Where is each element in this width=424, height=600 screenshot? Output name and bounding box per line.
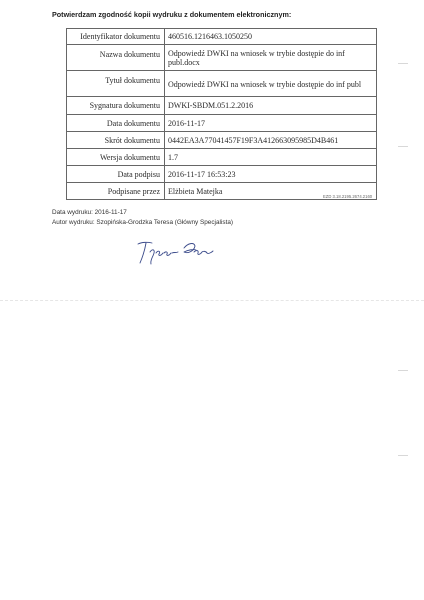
margin-mark: [398, 63, 408, 64]
print-author: Autor wydruku: Szopińska-Grodzka Teresa (Główny Specjalista): [52, 219, 234, 226]
row-label: Nazwa dokumentu: [67, 45, 165, 71]
row-label: Tytuł dokumentu: [67, 71, 165, 97]
row-label: Sygnatura dokumentu: [67, 97, 165, 115]
row-value: Odpowiedź DWKI na wniosek w trybie dostępie do inf publ: [165, 71, 377, 97]
table-row: [67, 166, 377, 183]
row-value: Odpowiedź DWKI na wniosek w trybie dostępie do inf publ.docx: [165, 45, 377, 71]
row-label: Wersja dokumentu: [67, 149, 165, 166]
row-value: 2016-11-17: [165, 115, 377, 132]
row-value: 0442EA3A77041457F19F3A412663095985D4B461: [165, 132, 377, 149]
row-value: 1.7: [165, 149, 377, 166]
margin-mark: [398, 370, 408, 371]
document-metadata-table: [66, 28, 377, 200]
table-row: [67, 132, 377, 149]
system-code: EZD 3.18.2195.2674.2160: [323, 194, 373, 199]
row-label: Skrót dokumentu: [67, 132, 165, 149]
row-value: 460516.1216463.1050250: [165, 29, 377, 45]
print-date: Data wydruku: 2016-11-17: [52, 209, 127, 216]
row-label: Data dokumentu: [67, 115, 165, 132]
table-row: [67, 115, 377, 132]
table-row: [67, 29, 377, 45]
row-value: 2016-11-17 16:53:23: [165, 166, 377, 183]
table-row: [67, 45, 377, 71]
row-value: Elżbieta Matejka: [165, 183, 377, 200]
row-label: Podpisane przez: [67, 183, 165, 200]
margin-mark: [398, 146, 408, 147]
margin-mark: [398, 455, 408, 456]
row-label: Data podpisu: [67, 166, 165, 183]
confirmation-heading: Potwierdzam zgodność kopii wydruku z dokumentem elektronicznym:: [52, 10, 292, 19]
table-row: [67, 97, 377, 115]
row-value: DWKI-SBDM.051.2.2016: [165, 97, 377, 115]
table-row: [67, 149, 377, 166]
print-info: [52, 208, 233, 228]
table-row: [67, 71, 377, 97]
page-fold-line: [0, 300, 424, 301]
handwritten-signature: [136, 238, 226, 266]
row-label: Identyfikator dokumentu: [67, 29, 165, 45]
